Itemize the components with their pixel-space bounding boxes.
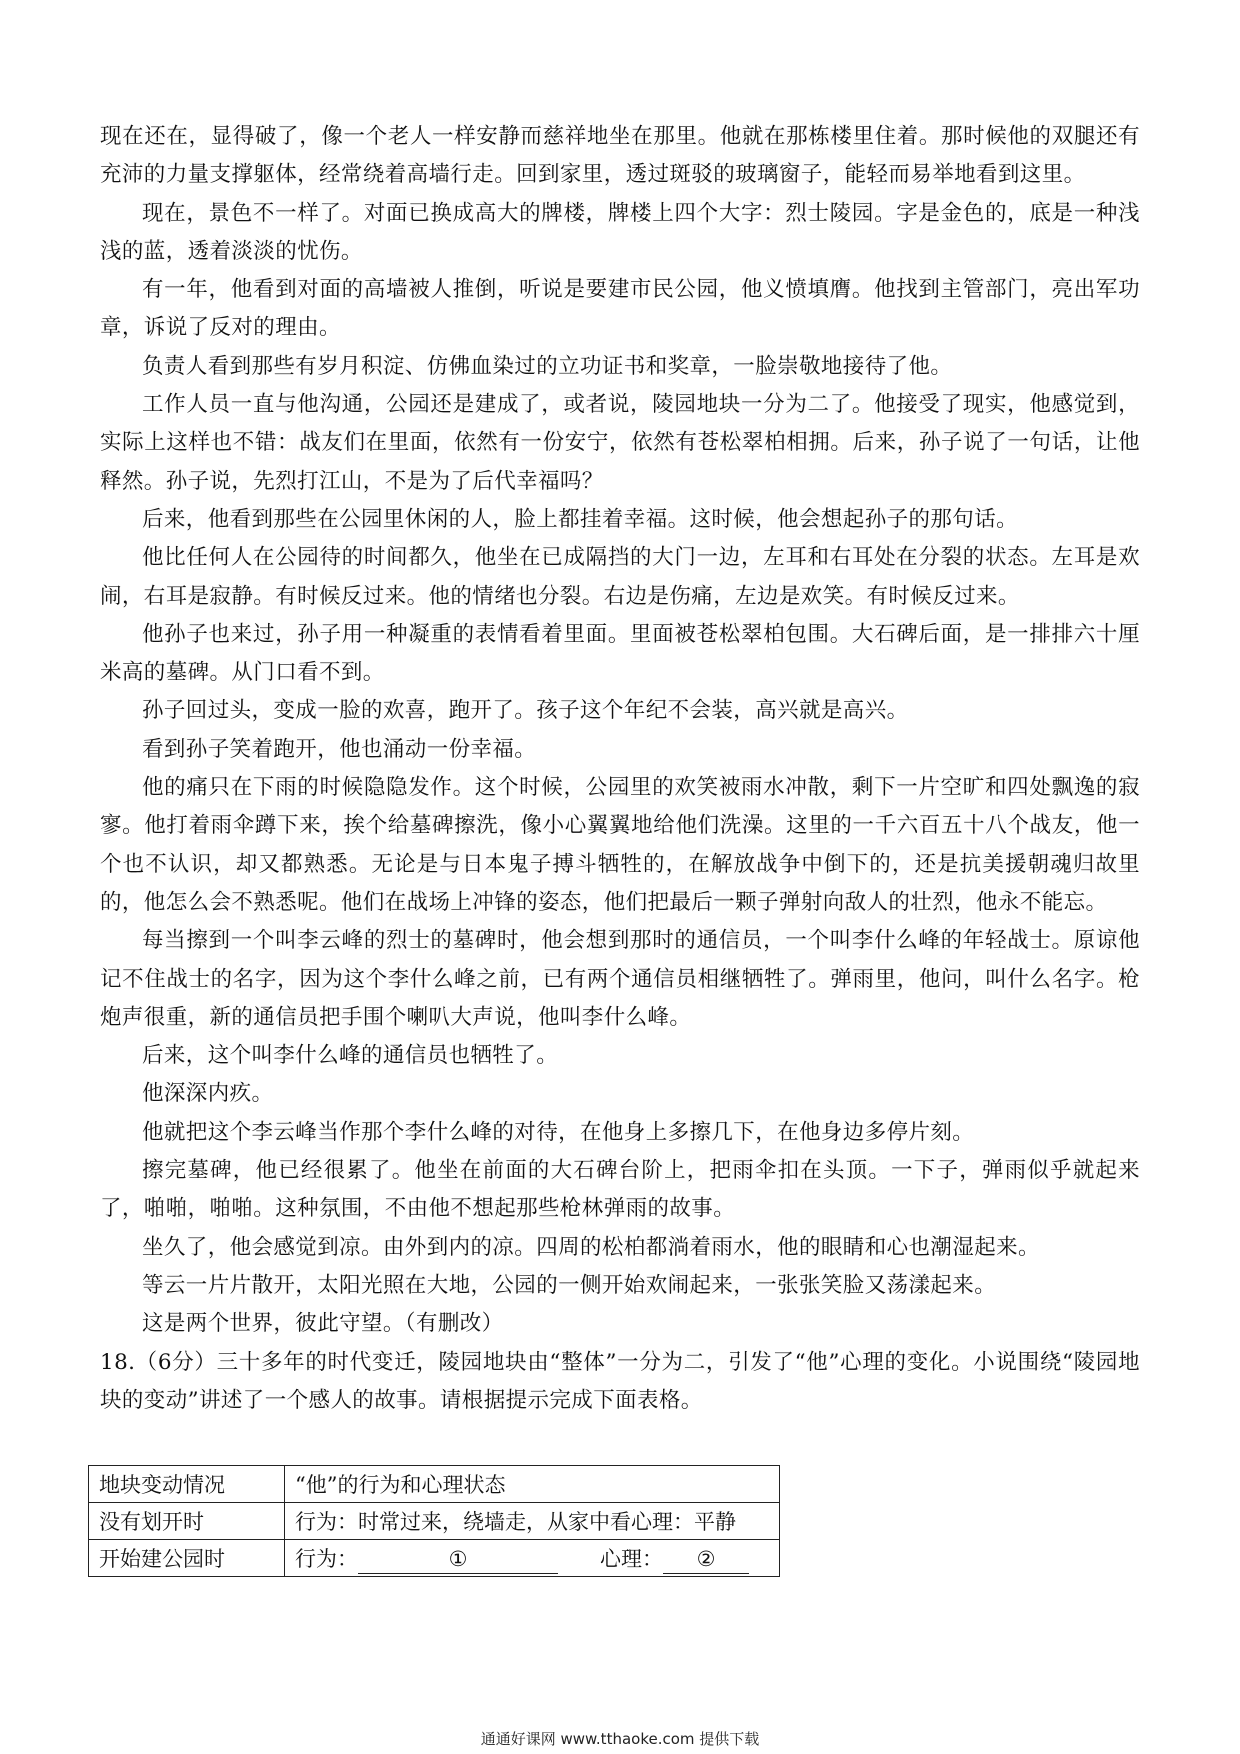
story-paragraph: 现在，景色不一样了。对面已换成高大的牌楼，牌楼上四个大字：烈士陵园。字是金色的，底是一种浅浅的蓝，透着淡淡的忧伤。 — [100, 200, 1140, 264]
story-text — [100, 118, 1140, 1420]
table-cell: 开始建公园时 — [89, 1540, 285, 1577]
story-paragraph: 负责人看到那些有岁月积淀、仿佛血染过的立功证书和奖章，一脸崇敬地接待了他。 — [142, 353, 953, 379]
story-paragraph: 他就把这个李云峰当作那个李什么峰的对待，在他身上多擦几下，在他身边多停片刻。 — [142, 1119, 975, 1145]
story-paragraph: 等云一片片散开，太阳光照在大地，公园的一侧开始欢闹起来，一张张笑脸又荡漾起来。 — [142, 1272, 997, 1298]
table-cell: “他”的行为和心理状态 — [285, 1466, 780, 1503]
question-18: 18.（6分）三十多年的时代变迁，陵园地块由“整体”一分为二，引发了“他”心理的变化。小说围绕“陵园地块的变动”讲述了一个感人的故事。请根据提示完成下面表格。 — [100, 1349, 1140, 1413]
mind-label: 心理： — [600, 1546, 663, 1571]
table-cell: 行为：时常过来，绕墙走，从家中看心理：平静 — [285, 1503, 780, 1540]
table-row — [89, 1503, 780, 1540]
story-paragraph: 这是两个世界，彼此守望。（有删改） — [142, 1311, 504, 1337]
story-paragraph: 后来，他看到那些在公园里休闲的人，脸上都挂着幸福。这时候，他会想起孙子的那句话。 — [142, 506, 1019, 532]
story-paragraph: 现在还在，显得破了，像一个老人一样安静而慈祥地坐在那里。他就在那栋楼里住着。那时候他的双腿还有充沛的力量支撑躯体，经常绕着高墙行走。回到家里，透过斑驳的玻璃窗子，能轻而易举地看到这里。 — [100, 124, 1140, 188]
table-cell: 没有划开时 — [89, 1503, 285, 1540]
story-paragraph: 每当擦到一个叫李云峰的烈士的墓碑时，他会想到那时的通信员，一个叫李什么峰的年轻战士。原谅他记不住战士的名字，因为这个李什么峰之前，已有两个通信员相继牺牲了。弹雨里，他问，叫什么名字。枪炮声很重，新的通信员把手围个喇叭大声说，他叫李什么峰。 — [100, 928, 1140, 1030]
behavior-label: 行为： — [295, 1546, 358, 1571]
story-paragraph: 擦完墓碑，他已经很累了。他坐在前面的大石碑台阶上，把雨伞扣在头顶。一下子，弹雨似乎就起来了，啪啪，啪啪。这种氛围，不由他不想起那些枪林弹雨的故事。 — [100, 1158, 1140, 1222]
footer-watermark: 通通好课网 www.tthaoke.com 提供下载 — [480, 1730, 760, 1748]
story-paragraph: 有一年，他看到对面的高墙被人推倒，听说是要建市民公园，他义愤填膺。他找到主管部门，亮出军功章，诉说了反对的理由。 — [100, 277, 1140, 341]
table-cell: 地块变动情况 — [89, 1466, 285, 1503]
story-paragraph: 他深深内疚。 — [142, 1081, 274, 1107]
story-paragraph: 他孙子也来过，孙子用一种凝重的表情看着里面。里面被苍松翠柏包围。大石碑后面，是一排排六十厘米高的墓碑。从门口看不到。 — [100, 621, 1140, 686]
story-paragraph: 坐久了，他会感觉到凉。由外到内的凉。四周的松柏都淌着雨水，他的眼睛和心也潮湿起来。 — [142, 1234, 1040, 1260]
story-paragraph: 工作人员一直与他沟通，公园还是建成了，或者说，陵园地块一分为二了。他接受了现实，他感觉到，实际上这样也不错：战友们在里面，依然有一份安宁，依然有苍松翠柏相拥。后来，孙子说了一句话，让他释然。孙子说，先烈打江山，不是为了后代幸福吗？ — [100, 392, 1140, 494]
story-paragraph: 他的痛只在下雨的时候隐隐发作。这个时候，公园里的欢笑被雨水冲散，剩下一片空旷和四处飘逸的寂寥。他打着雨伞蹲下来，挨个给墓碑擦洗，像小心翼翼地给他们洗澡。这里的一千六百五十八个战友，他一个也不认识，却又都熟悉。无论是与日本鬼子搏斗牺牲的，在解放战争中倒下的，还是抗美援朝魂归故里的，他怎么会不熟悉呢。他们在战场上冲锋的姿态，他们把最后一颗子弹射向敌人的壮烈，他永不能忘。 — [100, 775, 1140, 915]
table-cell — [285, 1540, 780, 1577]
answer-blank-1[interactable]: ① — [358, 1545, 558, 1574]
story-paragraph: 他比任何人在公园待的时间都久，他坐在已成隔挡的大门一边，左耳和右耳处在分裂的状态。左耳是欢闹，右耳是寂静。有时候反过来。他的情绪也分裂。右边是伤痛，左边是欢笑。有时候反过来。 — [100, 545, 1140, 609]
answer-table — [88, 1465, 780, 1577]
table-header-row — [89, 1466, 780, 1503]
story-paragraph: 看到孙子笑着跑开，他也涌动一份幸福。 — [142, 736, 537, 762]
story-paragraph: 孙子回过头，变成一脸的欢喜，跑开了。孩子这个年纪不会装，高兴就是高兴。 — [142, 698, 909, 724]
story-paragraph: 后来，这个叫李什么峰的通信员也牺牲了。 — [142, 1043, 559, 1069]
table-row — [89, 1540, 780, 1577]
answer-blank-2[interactable]: ② — [663, 1545, 749, 1574]
